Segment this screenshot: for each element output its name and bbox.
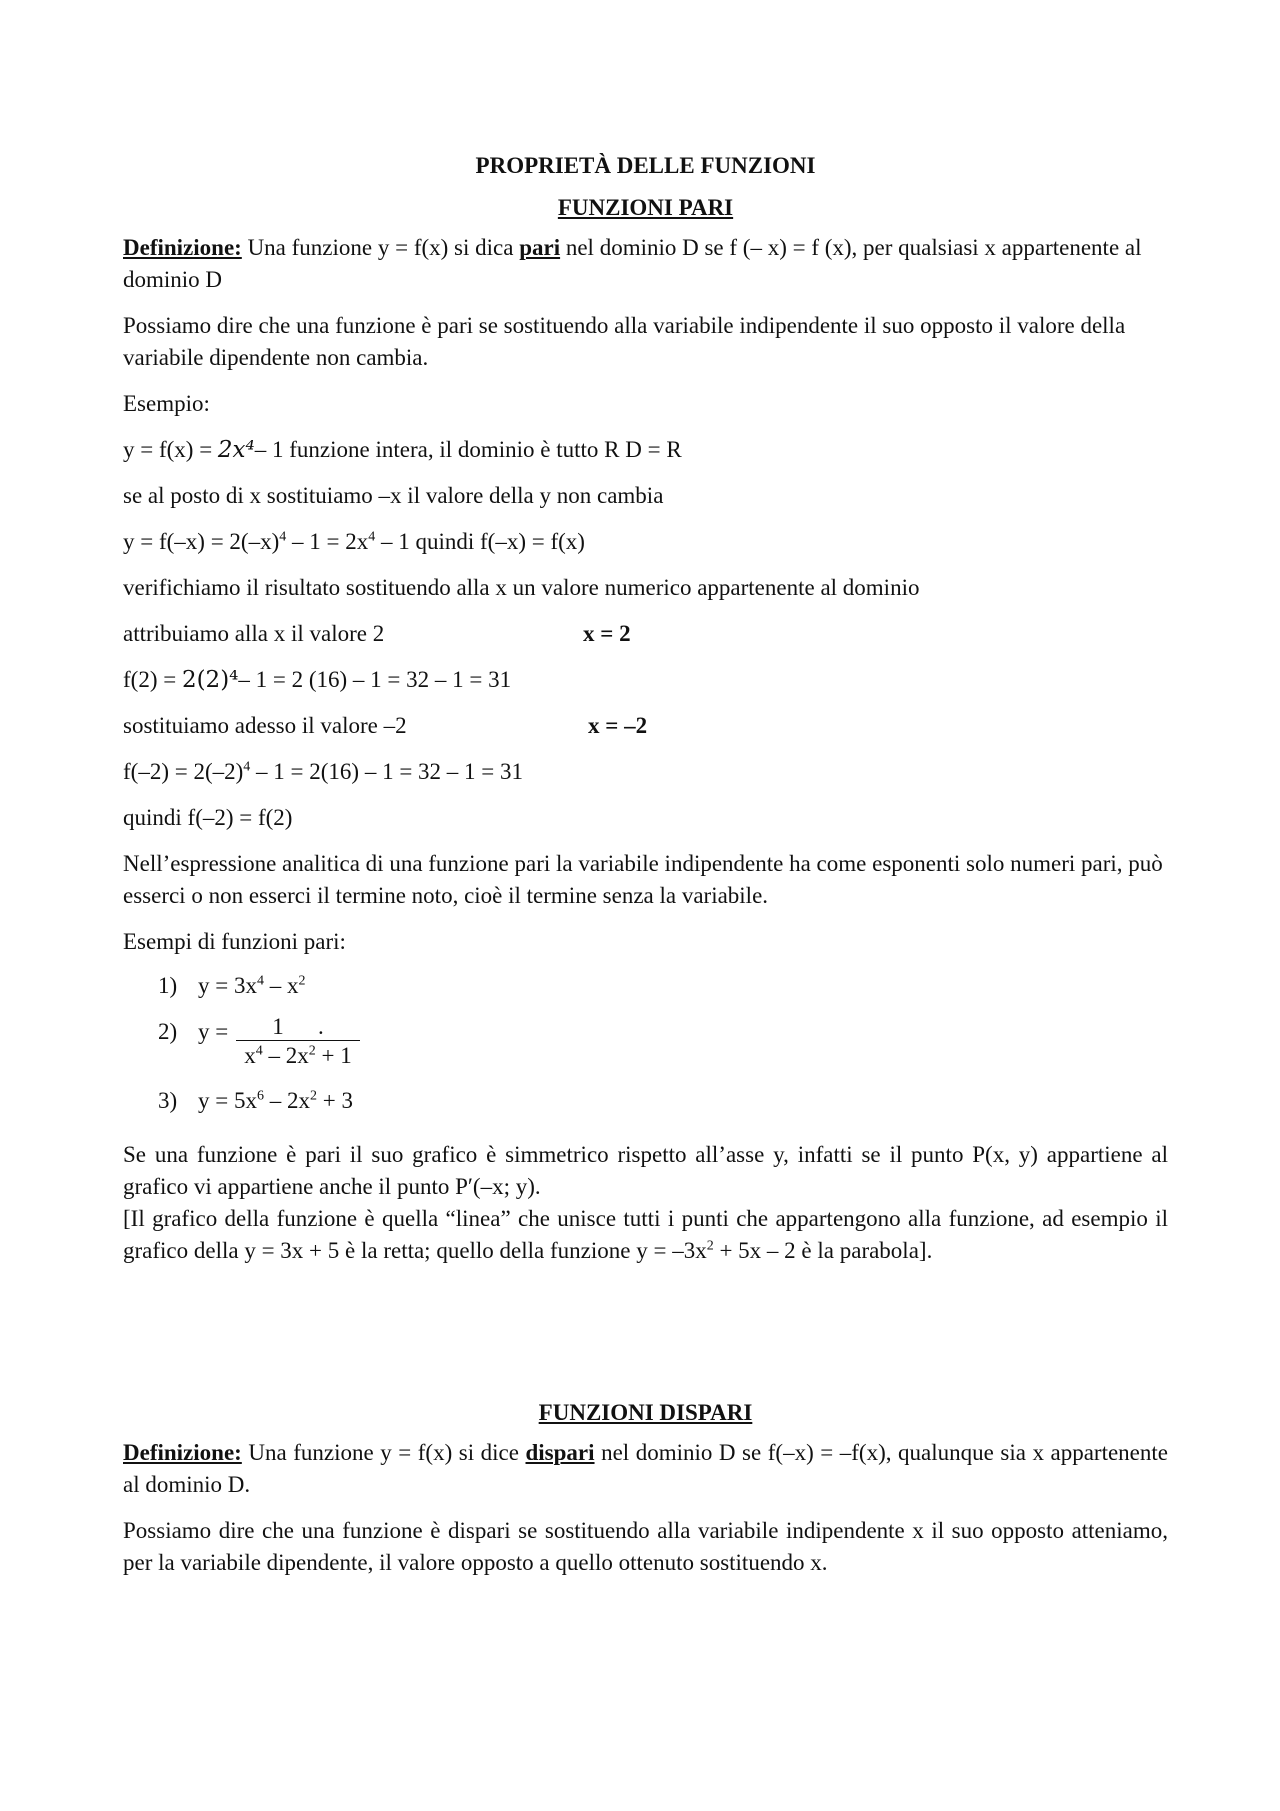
keyword-dispari: dispari (525, 1440, 595, 1465)
example-line: y = f(x) = 2x⁴– 1 funzione intera, il dominio è tutto R D = R (123, 437, 682, 463)
document-body (123, 150, 1168, 1579)
definition-label: Definizione: (123, 1440, 242, 1465)
definition-odd: Definizione: Una funzione y = f(x) si dice dispari nel dominio D se f(–x) = –f(x), qualunque sia x appartenente al dominio D. (123, 1440, 1168, 1497)
page-title: PROPRIETÀ DELLE FUNZIONI (475, 153, 816, 178)
paragraph: Possiamo dire che una funzione è dispari se sostituendo alla variabile indipendente x il suo opposto atteniamo, per la variabile dipendente, il valore opposto a quello ottenuto sostituendo x. (123, 1518, 1168, 1575)
example-line: quindi f(–2) = f(2) (123, 805, 293, 830)
examples-list (158, 970, 1168, 1117)
examples-heading: Esempi di funzioni pari: (123, 929, 346, 954)
example-line: se al posto di x sostituiamo –x il valore della y non cambia (123, 483, 664, 508)
definition-even: Definizione: Una funzione y = f(x) si dica pari nel dominio D se f (– x) = f (x), per qualsiasi x appartenente al dominio D (123, 235, 1142, 292)
example-line: $f(-2) = 2(-2)^4 - 1 = 2(16) - 1 = 32 - 1 = 31$ (123, 759, 524, 784)
definition-label: Definizione: (123, 235, 242, 260)
list-item: 2) y = $\frac{1 .}{x^4 - 2x^2 + 1}$ (158, 1014, 1168, 1071)
example-line: attribuiamo alla x il valore 2 x = 2 (123, 621, 631, 646)
section-heading-even: FUNZIONI PARI (557, 195, 734, 220)
example-line: f(2) = 2(2)⁴– 1 = 2 (16) – 1 = 32 – 1 = 31 (123, 667, 512, 693)
paragraph: Nell’espressione analitica di una funzione pari la variabile indipendente ha come esponenti solo numeri pari, può esserci o non esserci il termine noto, cioè il termine senza la variabile. (123, 851, 1163, 908)
example-line: $y = f(-x) = 2(-x)^4 - 1 = 2x^4 - 1$ quindi f(–x) = f(x) (123, 529, 585, 554)
paragraph: Se una funzione è pari il suo grafico è simmetrico rispetto all’asse y, infatti se il punto P(x, y) appartiene al grafico vi appartiene anche il punto P′(–x; y). (123, 1142, 1168, 1199)
list-item: 1) $y = 3x^4 - x^2$ (158, 973, 306, 998)
example-label: Esempio: (123, 391, 210, 416)
keyword-pari: pari (519, 235, 561, 260)
section-heading-odd: FUNZIONI DISPARI (538, 1400, 753, 1425)
example-line: sostituiamo adesso il valore –2 x = –2 (123, 713, 648, 738)
list-item: 3) $y = 5x^6 - 2x^2 + 3$ (158, 1088, 353, 1113)
paragraph: [Il grafico della funzione è quella “linea” che unisce tutti i punti che appartengono alla funzione, ad esempio il grafico della y = 3x + 5 è la retta; quello della funzione $y = -3x^2 + 5x - 2$ è la parabola]. (123, 1206, 1168, 1263)
fraction: $\frac{1 .}{x^4 - 2x^2 + 1}$ (236, 1014, 359, 1071)
example-line: verifichiamo il risultato sostituendo alla x un valore numerico appartenente al dominio (123, 575, 920, 600)
paragraph: Possiamo dire che una funzione è pari se sostituendo alla variabile indipendente il suo opposto il valore della variabile dipendente non cambia. (123, 313, 1126, 370)
